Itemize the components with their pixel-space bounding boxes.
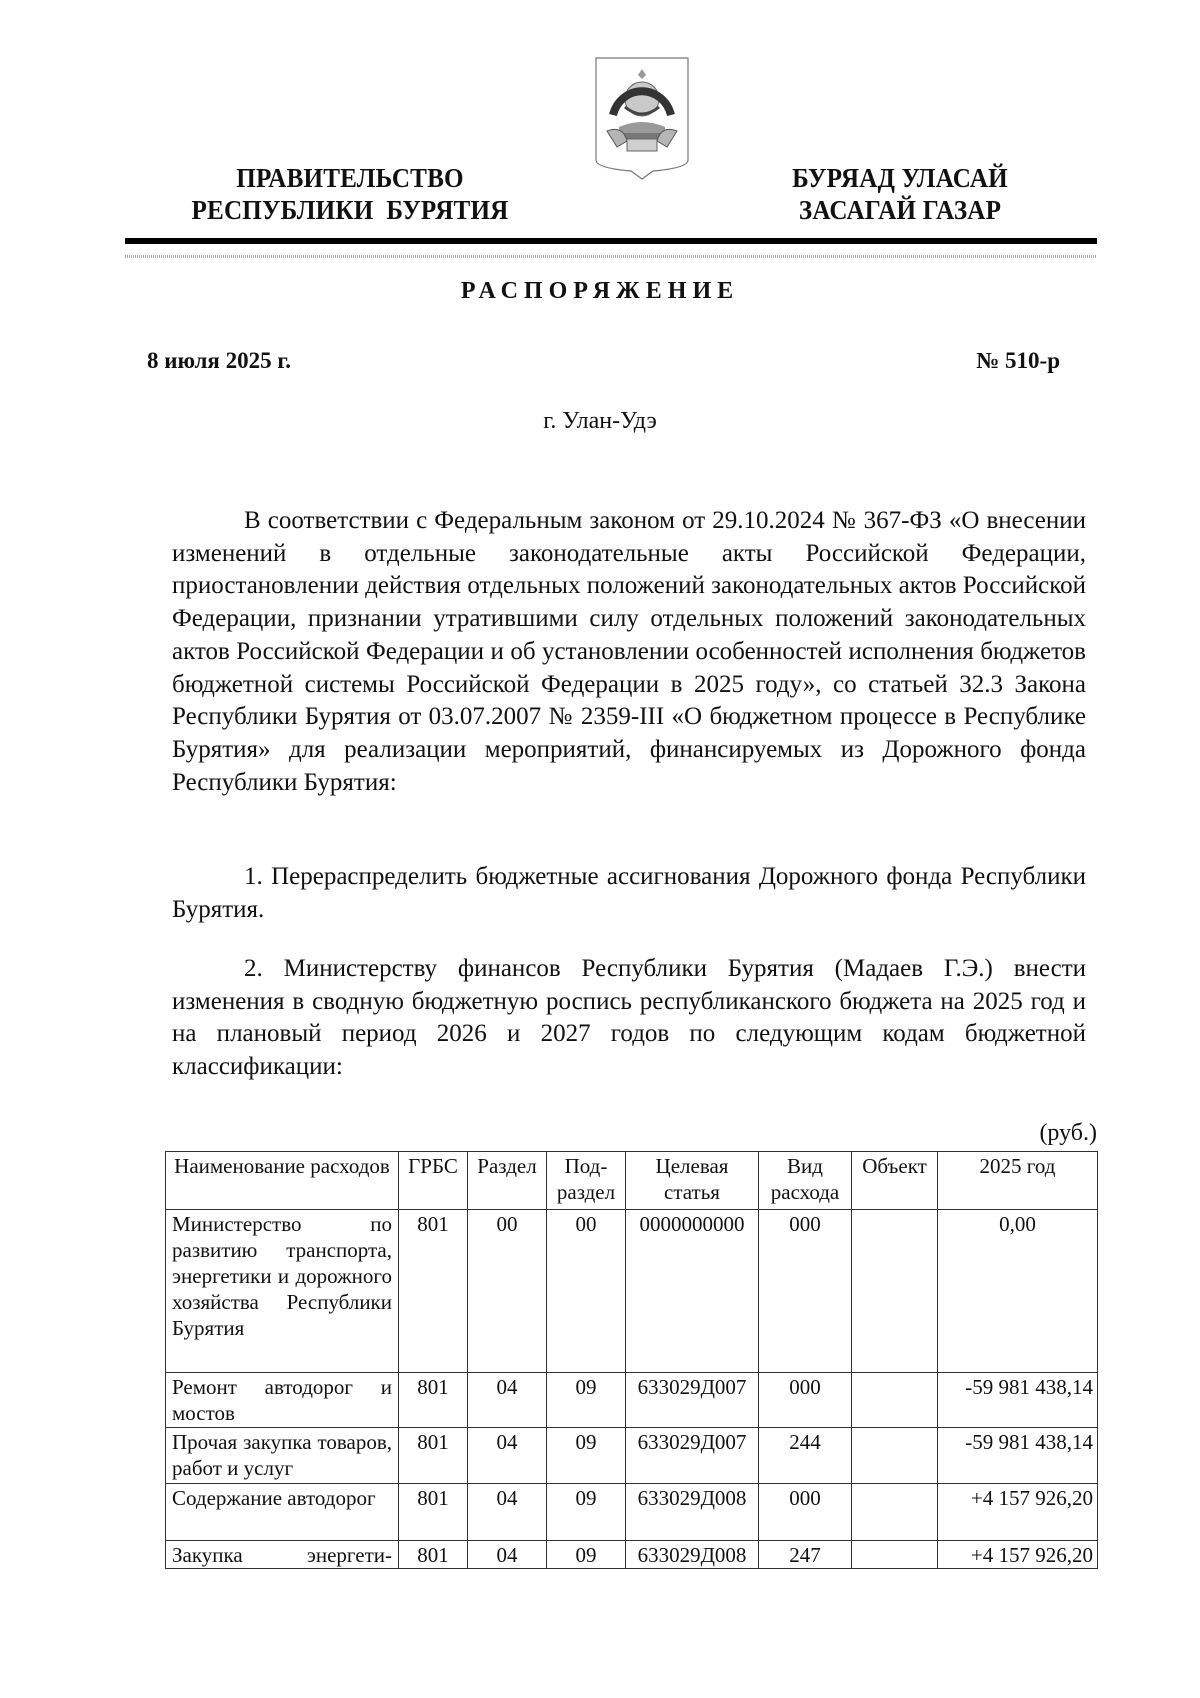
document-number: № 510-р: [976, 348, 1060, 373]
cell-section: 00: [468, 1210, 547, 1373]
cell-object: [852, 1484, 938, 1541]
preamble-text: В соответствии с Федеральным законом от 29.10.2024 № 367-ФЗ «О внесении изменений в отдельные законодательные акты Российской Федерации, приостановлении действия отдельных положений законодательных актов Российской Федерации, признании утратившими силу отдельных положений законодательных актов Российской Федерации и об установлении особенностей исполнения бюджетов бюджетной системы Российской Федерации в 2025 году», со статьей 32.3 Закона Республики Бурятия от 03.07.2007 № 2359-III «О бюджетном процессе в Республике Бурятия» для реализации мероприятий, финансируемых из Дорожного фонда Республики Бурятия:: [172, 507, 1086, 796]
cell-section: 04: [468, 1373, 547, 1428]
cell-amount: -59 981 438,14: [938, 1373, 1098, 1428]
cell-object: [852, 1541, 938, 1569]
cell-grbs: 801: [399, 1210, 468, 1373]
cell-grbs: 801: [399, 1541, 468, 1569]
document-title: РАСПОРЯЖЕНИЕ: [460, 278, 740, 304]
cell-subsection: 09: [547, 1428, 626, 1484]
cell-expense-type: 000: [759, 1373, 852, 1428]
item-2-text: 2. Министерству финансов Республики Бурятия (Мадаев Г.Э.) внести изменения в сводную бюджетную роспись республиканского бюджета на 2025 год и на плановый период 2026 и 2027 годов по следующим кодам бюджетной классификации:: [172, 955, 1086, 1081]
cell-target: 633029Д007: [626, 1373, 759, 1428]
header-target: Целевая статья: [626, 1152, 759, 1210]
cell-target: 633029Д008: [626, 1484, 759, 1541]
header-divider-dotted: [125, 255, 1097, 258]
preamble-paragraph: [172, 505, 1086, 799]
budget-classification-table: [165, 1151, 1098, 1569]
org-name-line: ПРАВИТЕЛЬСТВО: [236, 163, 464, 193]
cell-name: Прочая закупка товаров, работ и услуг: [166, 1428, 399, 1484]
document-city: г. Улан-Удэ: [543, 408, 657, 434]
cell-target: 633029Д007: [626, 1428, 759, 1484]
cell-object: [852, 1210, 938, 1373]
table-header-row: [166, 1152, 1098, 1210]
item-2-paragraph: [172, 953, 1086, 1084]
document-date: 8 июля 2025 г.: [147, 348, 291, 373]
org-name-buryat: [751, 162, 1049, 226]
header-object: Объект: [852, 1152, 938, 1210]
cell-grbs: 801: [399, 1373, 468, 1428]
cell-name: Ремонт автодорог и мостов: [166, 1373, 399, 1428]
cell-grbs: 801: [399, 1484, 468, 1541]
emblem-icon: [593, 55, 691, 180]
cell-object: [852, 1373, 938, 1428]
header-year: 2025 год: [938, 1152, 1098, 1210]
cell-expense-type: 000: [759, 1484, 852, 1541]
table-row: [166, 1210, 1098, 1373]
cell-subsection: 00: [547, 1210, 626, 1373]
table-row: [166, 1484, 1098, 1541]
org-name-line: ЗАСАГАЙ ГАЗАР: [798, 195, 1002, 225]
cell-section: 04: [468, 1428, 547, 1484]
cell-target: 0000000000: [626, 1210, 759, 1373]
cell-grbs: 801: [399, 1428, 468, 1484]
cell-name: Закупка энергети-: [166, 1541, 399, 1569]
cell-expense-type: 244: [759, 1428, 852, 1484]
cell-expense-type: 247: [759, 1541, 852, 1569]
cell-name: Министерство по развитию транспорта, энергетики и дорожного хозяйства Республики Бурятия: [166, 1210, 399, 1373]
cell-amount: +4 157 926,20: [938, 1484, 1098, 1541]
cell-expense-type: 000: [759, 1210, 852, 1373]
header-section: Раздел: [468, 1152, 547, 1210]
header-subsection: Под-раздел: [547, 1152, 626, 1210]
cell-section: 04: [468, 1541, 547, 1569]
cell-name: Содержание автодорог: [166, 1484, 399, 1541]
cell-target: 633029Д008: [626, 1541, 759, 1569]
item-1-paragraph: [172, 861, 1086, 926]
org-name-russian: [169, 162, 532, 226]
table-row: [166, 1541, 1098, 1569]
coat-of-arms-emblem: [593, 55, 691, 180]
table-row: [166, 1428, 1098, 1484]
cell-subsection: 09: [547, 1484, 626, 1541]
cell-amount: +4 157 926,20: [938, 1541, 1098, 1569]
cell-subsection: 09: [547, 1541, 626, 1569]
item-1-text: 1. Перераспределить бюджетные ассигнования Дорожного фонда Республики Бурятия.: [172, 863, 1086, 923]
table-row: [166, 1373, 1098, 1428]
header-name: Наименование расходов: [166, 1152, 399, 1210]
cell-subsection: 09: [547, 1373, 626, 1428]
header-expense-type: Вид расхода: [759, 1152, 852, 1210]
cell-amount: 0,00: [938, 1210, 1098, 1373]
cell-section: 04: [468, 1484, 547, 1541]
cell-object: [852, 1428, 938, 1484]
org-name-line: БУРЯАД УЛАСАЙ: [792, 163, 1008, 193]
currency-unit-label: (руб.): [1039, 1120, 1097, 1146]
cell-amount: -59 981 438,14: [938, 1428, 1098, 1484]
org-name-line: РЕСПУБЛИКИ БУРЯТИЯ: [191, 195, 509, 225]
header-divider-thick: [125, 238, 1097, 244]
header-grbs: ГРБС: [399, 1152, 468, 1210]
